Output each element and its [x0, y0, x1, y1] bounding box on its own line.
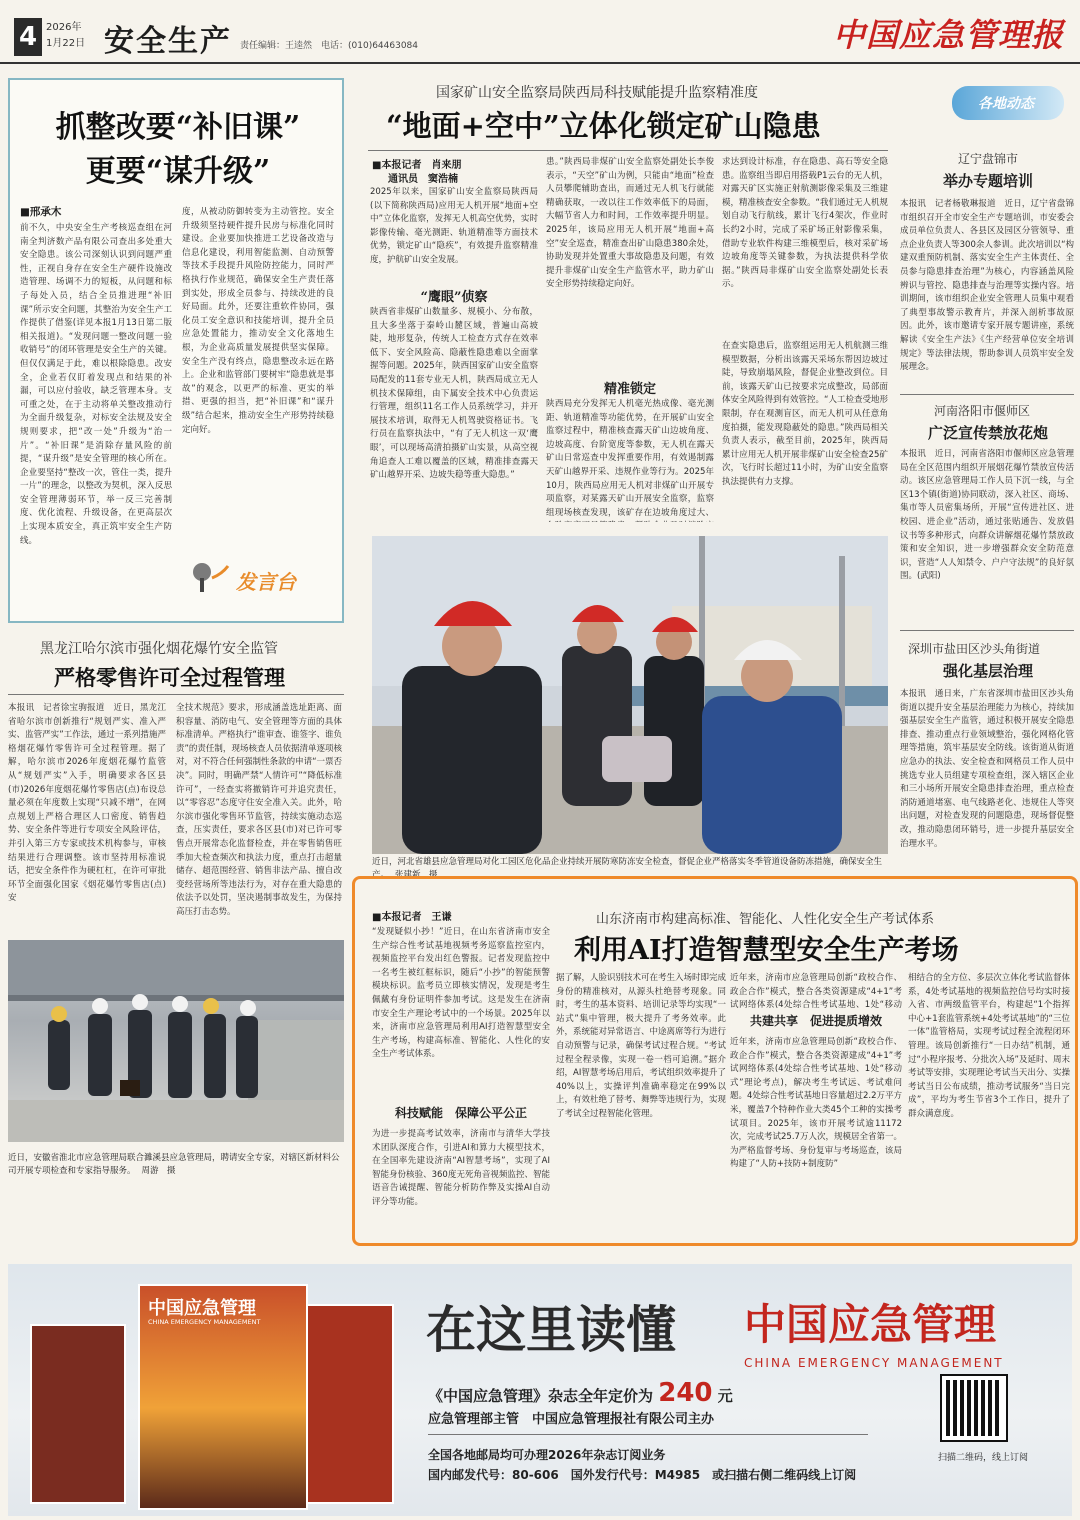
shaanxi-title: “地面+空中”立体化锁定矿山隐患: [386, 109, 821, 143]
local-news-logo-text: 各地动态: [978, 96, 1034, 112]
yanshi-kicker: 河南洛阳市偃师区: [934, 404, 1031, 418]
ad-slogan-en: CHINA EMERGENCY MANAGEMENT: [744, 1356, 1004, 1370]
section-title: 安全生产: [104, 24, 232, 59]
editor-line: 责任编辑：王逵然 电话：(010)64463084: [240, 41, 419, 51]
ad-order-line-2: 国内邮发代号：80-606 国外发行代号：M4985 或扫描右侧二维码线上订阅: [428, 1468, 857, 1482]
ad-price-unit: 元: [717, 1387, 733, 1405]
inspection-photo-caption: [8, 1152, 344, 1192]
feature-col-3b: 近年来，济南市应急管理局创新“政校合作、政企合作”模式，整合各类资源建成“4+1”考试网络体系(4处综合性考试基地、1处“移动式”理论考点)，解决考生考试远、考试难问题。4处综合性考试基地日容量超过2.2万平方米，覆盖7个特种作业大类45个工种的实操考试项目。2025年，该市开展考试逾11172次，完成考试25.7万人次，规模居全省第一。为严格监督考场、身份复审与考场巡查，该局构建了“人防+技防+制度防”: [730, 1037, 902, 1170]
feature-byline: ■本报记者 王谦: [372, 912, 452, 923]
gas-inspection-photo: [372, 536, 888, 854]
feature-col-3: 近年来，济南市应急管理局创新“政校合作、政企合作”模式，整合各类资源建成“4+1”考试网络体系(4处综合性考试基地、1处“移动: [730, 973, 902, 1011]
shaanxi-byline-1: ■本报记者 肖来朋: [372, 160, 462, 171]
ad-order-line-1: 全国各地邮局均可办理2026年杂志订阅业务: [428, 1448, 666, 1462]
newspaper-masthead: 中国应急管理报: [832, 16, 1064, 54]
magazine-cover-title: 中国应急管理: [148, 1298, 256, 1319]
magazine-cover-en: CHINA EMERGENCY MANAGEMENT: [148, 1318, 261, 1326]
ad-rule: [428, 1434, 868, 1435]
shaanxi-sub-2: 精准锁定: [603, 382, 656, 397]
shatoujiao-kicker: 深圳市盐田区沙头角街道: [908, 642, 1041, 656]
feature-kicker: 山东济南市构建高标准、智能化、人性化安全生产考试体系: [596, 912, 935, 927]
shaanxi-rule: [368, 150, 888, 151]
shaanxi-col-1a: 2025年以来，国家矿山安全监察局陕西局(以下简称陕西局)应用无人机开展“地面+空中”立体化监察，发挥无人机高空优势，实时影像传输、毫光测距、轨道精准等方面技术优势，锁定矿山“隐疾”，有效提升监察精准度，护航矿山安全发展。: [370, 187, 538, 265]
shatoujiao-title: 强化基层治理: [942, 662, 1033, 680]
feature-sub-1: 科技赋能 保障公平公正: [394, 1106, 527, 1120]
harbin-col-1: 本报讯 记者徐宝驹报道 近日，黑龙江省哈尔滨市创新推行“规划严实、准入严实、监管严实”工作法，通过一系列措施严格烟花爆竹零售许可全过程管理。据了解，哈尔滨市2026年度烟花爆竹监管从“规划严实”入手，明确要求各区县(市)2026年度烟花爆竹零售店(点)布设总量必须在年度数上实现“只减不增”，在网点规划上严格合理区人口密度、销售趋势、安全条件等进行专项安全风险评估，并引入第三方专家或技术机构参与，审核结果进行合理调整。该市坚持用标准说话，把安全条件作为硬杠杠，在许可审批环节全面强化国家《烟花爆竹零售店(点)安: [8, 703, 166, 904]
issue-year: 2026年: [46, 22, 82, 33]
feature-col-2: 据了解，人脸识别技术可在考生入场时即完成身份的精准核对，从源头杜绝替考现象。同时，考生的基本资料、培训记录等均实现“一站式”集中管理，极大提升了考务效率。此外，系统能对异常语言、中途离席等行为进行自动预警与记录，确保考试过程合规。“考试过程全程录像，实现一卷一档可追溯。”据介绍，AI智慧考场启用后，考试组织效率提升了40%以上，实操评判准确率稳定在99%以上，有效杜绝了替考、舞弊等违规行为，实现了考试全过程智能化管理。: [556, 973, 726, 1119]
feature-col-1b: 为进一步提高考试效率，济南市与清华大学技术团队深度合作，引进AI和算力大模型技术，在全国率先建设济南“AI智慧考场”，实现了AI智能身份核验、360度无死角音视频监控、智能语音告诫提醒、智能分析防作弊及实操AI自动评分等功能。: [372, 1129, 550, 1207]
yanshi-body: 本报讯 近日，河南省洛阳市偃师区应急管理局在全区范围内组织开展烟花爆竹禁放宣传活动。该区应急管理局工作人员下沉一线，与全区13个镇(街道)协同联动，深入社区、商场、集市等人员密集场所，开展“宣传进社区、进校园、进企业”活动，通过张贴通告、发放倡议书等多种形式，向群众讲解烟花爆竹禁放政策和安全知识，进一步增强群众安全防范意识，营造“人人知禁令、户户守法规”的良好氛围。(武阳): [900, 449, 1074, 582]
magazine-cover-front: [138, 1284, 308, 1510]
ad-sponsor: 应急管理部主管 中国应急管理报社有限公司主办: [428, 1412, 715, 1427]
ad-slogan-right-box: [744, 1292, 1004, 1370]
subscribe-qr-code[interactable]: [942, 1376, 1006, 1440]
ad-price-value: 240: [658, 1378, 713, 1408]
gas-caption-credit: 张建新 摄: [395, 870, 438, 880]
shatoujiao-body: 本报讯 通日来，广东省深圳市盐田区沙头角街道以提升安全基层治理能力为核心，持续加强基层安全生产监管，通过积极开展安全隐患排查、推动重点行业领域整治，强化网格化管理等措施，筑牢基层安全防线。该街道从街道应急办的执法、安全检查和网格员工作人员中挑选专业人员组建专项检查组，深入辖区企业和三小场所开展安全隐患排查治理，重点检查消防通道堵塞、电气线路老化、违规住人等突出问题，对检查发现的问题隐患，现场督促整改，推动隐患闭环销号，进一步提升基层安全治理水平。: [900, 689, 1074, 849]
magazine-cover-back-1: [30, 1324, 126, 1504]
gas-caption-text: 近日，河北省雄县应急管理局对化工园区危化品企业持续开展防寒防冻安全检查，督促企业严格落实冬季管道设备防冻措施，确保安全生产。: [372, 857, 883, 880]
commentary-byline: ■邢承木: [20, 206, 62, 218]
inspection-photo: [8, 940, 344, 1142]
shaanxi-sub-1: “鹰眼”侦察: [420, 290, 488, 305]
feature-sub-2: 共建共享 促进提质增效: [749, 1014, 882, 1028]
inspection-caption-credit: 周游 摄: [141, 1166, 176, 1176]
qr-label: 扫描二维码，线上订阅: [938, 1453, 1029, 1463]
harbin-kicker: 黑龙江哈尔滨市强化烟花爆竹安全监管: [40, 641, 278, 657]
page-number: 4: [14, 18, 42, 56]
shaanxi-col-2b: 陕西局充分发挥无人机毫光热成像、毫光测距、轨道精准等功能优势，在开展矿山安全监察过程中，精准核查露天矿山边坡角度、边坡高度、台阶宽度等参数，无人机在露天矿山日常巡查中发挥重要作用，有效遏制露天矿山越界开采、违规作业等行为。2025年10月，陕西局应用无人机对非煤矿山开展专项监察，对某露天矿山开展安全监察，监察组现场核查发现，该矿存在边坡角度过大、: [546, 399, 714, 518]
panjin-title: 举办专题培训: [942, 172, 1033, 190]
magazine-ad: [8, 1264, 1072, 1516]
feature-col-1a: “发现疑似小抄！”近日，在山东省济南市安全生产综合性考试基地视频考务巡察监控室内，视频监控平台发出红色警报。记者发现监控中一名考生被红框标识，随后“小抄”的智能预警模块标识。监考员立即核实情况，发现是考生佩戴有身份证明件参加考试。这是发生在济南市安全生产理论考试中的一个场景。2025年以来，济南市应急管理局利用AI打造智慧型安全生产考场，构建高标准、智能化、人性化的安全生产考试体系。: [372, 927, 550, 1060]
shaanxi-col-1b: 陕西省非煤矿山数量多、规模小、分布散，且大多坐落于秦岭山麓区域，普遍山高坡陡，地形复杂，传统人工检查方式存在效率低下、安全风险高、隐蔽性隐患难以全面掌握等问题。2025年，陕西国家矿山安全监察局配发的11套专业无人机，陕西局成立无人机技术保障组，由下属安全技术中心负责运行管理，组织11名工作人员系统学习，并开展技术培训，取得无人机驾驶资格证书。飞行员在监察执法中，“有了无人机这一双‘鹰眼’，可以现场高清拍摄矿山实景，从高空视角追查人工难以覆盖的区域，精准排查露天矿山越界开采、边坡失稳等重大隐患。”: [370, 307, 538, 481]
right-rule-1: [900, 394, 1074, 395]
issue-day: 1月22日: [46, 38, 86, 49]
yanshi-title: 广泛宣传禁放花炮: [927, 424, 1048, 442]
commentary-box: [8, 78, 344, 623]
harbin-rule: [8, 694, 344, 695]
feature-title: 利用AI打造智慧型安全生产考场: [574, 935, 959, 966]
shaanxi-kicker: 国家矿山安全监察局陕西局科技赋能提升监察精准度: [436, 85, 758, 101]
right-rule-2: [900, 630, 1074, 631]
harbin-col-2: 全技术规范》要求，形成涵盖选址距离、面积容量、消防电气、安全管理等方面的具体标准清单。严格执行“谁审查、谁签字、谁负责”的责任制，现场核查人员依据清单逐项核对，对不符合任何强制性条款的申请“一票否决”。同时，明确严禁“人情许可”“降低标准许可”，一经查实将撤销许可并追究责任，以“零容忍”态度守住安全准入关。此外，哈尔滨市强化零售环节监管，持续实施动态巡查，压实责任，要求各区县(市)对已许可零售点开展常态化监督检查，并在零售销售旺季加大检查频次和执法力度，重点打击超量储存、超范围经营、销售非法产品、擅自改变经营场所等违法行为，对存在重大隐患的依法予以处罚，坚决遏制事故发生，为保持高压打击态势。: [176, 703, 342, 917]
commentary-col-1: 前不久，中央安全生产考核巡查组在河南全判济数产品有限公司查出多处重大安全隐患。该公司深刻认识到问题严重性，正视自身存在安全生产硬件设施改造管理、场调不力的短板，从问题和标子每处入员，结合全员推进理“补旧课”所示安全问题，其整治为安全生产工作提供了借鉴(详见本报1月13日第二版相关报道)。“发现问题一整改问题一验收销号”的闭环管理是安全生产的关键。但仅仅满足于此，难以根除隐患。改安全，企业若仅盯着发现点和结果的补漏，可以应付验收，缺乏管理本身。支可重之处，在于主动将单关整改推动行为全面升级复杂，对标安全法规及安全规则要求，把“改一处”升级为“治一片”。“补旧课”是消除存量风险的前提，“谋升级”是安全管理的核心所在。企业要坚持“整改一次，管住一类，提升一片”的理念，以整改为契机，深入反思安全管理薄弱环节，举一反三完善制度、优化流程、升级设备，在更高层次上实现本质安全，真正筑牢安全生产防线。: [20, 223, 172, 546]
ad-price-label: 《中国应急管理》杂志全年定价为: [428, 1387, 654, 1405]
harbin-title: 严格零售许可全过程管理: [54, 665, 285, 690]
local-news-logo: [952, 86, 1064, 120]
speaker-tag-label: 发言台: [236, 570, 296, 594]
panjin-body: 本报讯 记者杨敬琳报道 近日，辽宁省盘锦市组织召开全市安全生产专题培训，市安委会成员单位负责人、各县区及园区分管领导、重点企业负责人等300余人参训。此次培训以“构建双重预防机制、落实安全生产主体责任、全员参与隐患排查治理”为核心，内容涵盖风险辨识与管控、隐患排查与治理等实操内容。培训期间，该市组织企业安全管理人员集中观看了典型事故警示教育片，并深入剖析事故原因。此外，该市邀请专家开展专题讲座，系统解读《安全生产法》《生产经营单位安全培训规定》等法律法规，帮助参训人员筑牢安全发展理念。: [900, 199, 1074, 373]
commentary-title-line1: 抓整改要“补旧课”: [55, 110, 301, 145]
magazine-cover-back-2: [298, 1304, 394, 1504]
panjin-kicker: 辽宁盘锦市: [958, 152, 1019, 166]
shaanxi-col-3a: 求达到设计标准，存在隐患、高石等安全隐患。监察组当即启用搭载P1云台的无人机，对露天矿区实施正射航测影像采集及三维建模，精准核查安全参数。“我们通过无人机规划自动飞行航线，累计飞行4架次，作业时长约2小时，完成了采矿场正射影像采集，借助专业软件构建三维模型后，核对采矿场边坡角度等关键参数，为执法提供科学依据。”陕西局非煤矿山安全监察处副处长表示。: [722, 157, 888, 290]
page-header: [0, 0, 1080, 64]
commentary-col-2: 度，从被动防御转变为主动管控。安全升级须坚持硬件提升民房与标准化同时建设。企业要加快推进工艺设备改造与信息化建设，利用智能监测、自动预警等技术手段提升风险防控能力，同时严格执行作业规范，确保安全生产责任落到实处，形成全员参与、持续改进的良好局面。此外，还要注重软件协同，强化员工安全意识和技能培训，提升全员应急处置能力，推动安全文化落地生根，为企业高质量发展提供坚实保障。安全生产没有终点，隐患整改永远在路上。企业和监管部门要树牢“隐患就是事故”的观念，以更严的标准、更实的举措、更强的担当，把“补旧课”和“谋升级”结合起来，推动安全生产形势持续稳定向好。: [182, 207, 334, 435]
inspection-caption-text: 近日，安徽省淮北市应急管理局联合濉溪县应急管理局，聘请安全专家，对辖区新材料公司开展专项检查和专家指导服务。: [8, 1153, 340, 1176]
shaanxi-col-2a: 患。”陕西局非煤矿山安全监察处副处长李俊表示，“天空”矿山为例，只能由“地面”检查人员攀爬辅助查出，而通过无人机飞行就能精确获取，一改以往工作效率低下的局面，大幅节省人力和时间，工作效率提升明显。2025年，该局应用无人机开展“地面+高空”安全巡查，精准查出矿山隐患380余处，协助发现并处置重大事故隐患及问题，有效提升非煤矿山安全生产监管水平，助力矿山安全形势持续稳定向好。: [546, 157, 714, 290]
feature-col-4: 相结合的全方位、多层次立体化考试监督体系，4处考试基地的视频监控信号均实时接入省、市两级监管平台，构建起“1个指挥中心+1套监管系统+4处考试基地”的“三位一体”监管格局，实现考试过程全流程闭环管理。该局创新推行“一日办结”机制，通过“小程序报考、分批次入场”及延时、周末考试等安排，实现理论考试当天出分、实操考试当日公布成绩，推动考试服务“当日完成”，平均为考生节省3个工作日，提升了群众满意度。: [908, 973, 1070, 1119]
shaanxi-byline-2: 通讯员 窦浩楠: [388, 174, 458, 185]
commentary-title-line2: 更要“谋升级”: [85, 154, 271, 189]
shaanxi-col-3b: 在查实隐患后，监察组运用无人机航测三维模型数据，分析出该露天采场东帮因边坡过陡，导致崩塌风险，督促企业整改到位。目前，该露天矿山已按要求完成整改，局部面体安全风险得到有效管控。“人工检查受地形限制，存在观测盲区，而无人机可从任意角度拍摄，能发现隐蔽处的隐患。”陕西局相关负责人表示，截至目前，2025年，陕西局累计应用无人机开展非煤矿山安全检查25矿次，飞行时长超过11小时，为矿山安全监察执法提供有力支撑。: [722, 341, 888, 487]
issue-date: [46, 20, 85, 52]
ad-price-line: [428, 1378, 733, 1408]
microphone-icon: [190, 560, 230, 594]
ad-slogan-right: 中国应急管理: [744, 1300, 997, 1349]
ad-slogan-left: 在这里读懂: [426, 1300, 676, 1359]
